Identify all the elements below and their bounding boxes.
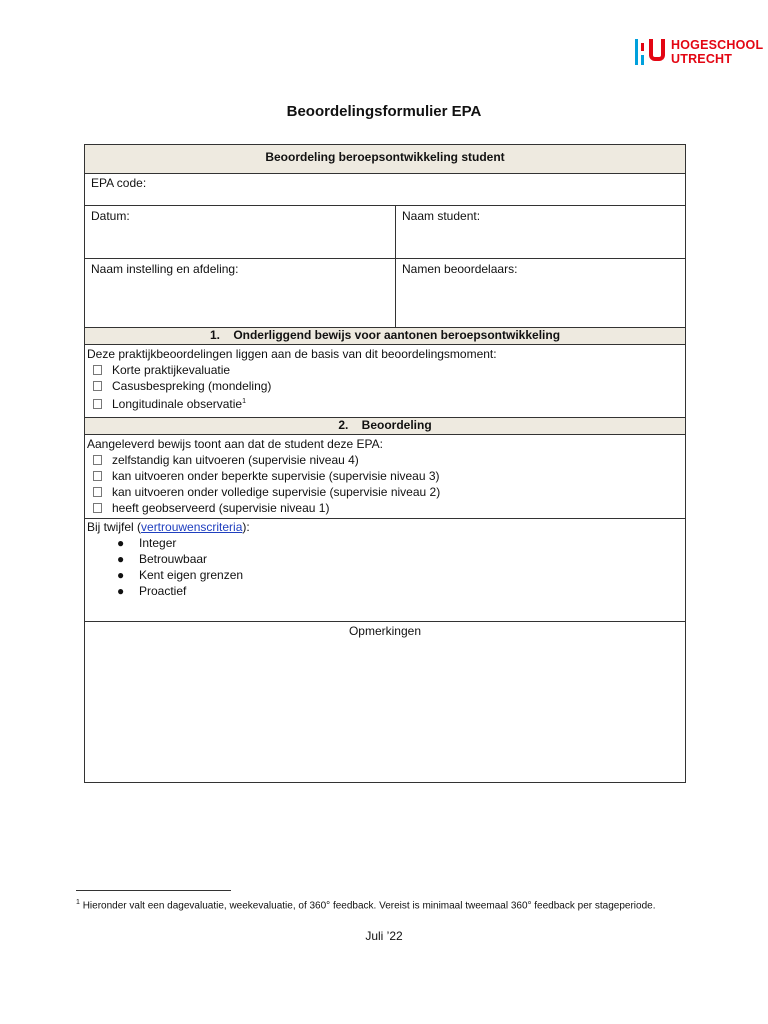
checkbox[interactable]	[93, 399, 102, 409]
bullet-icon: ●	[117, 584, 125, 598]
footnote: $^1$ Hieronder valt een dagevaluatie, weekevaluatie, of 360° feedback. Vereist is minimaal tweemaal 360° feedback per stageperiode.	[76, 899, 656, 912]
naam-student-label: Naam student:	[402, 209, 481, 223]
criteria-item: ● Integer	[117, 536, 177, 550]
logo-bar-blue-2	[641, 55, 644, 65]
beoordelaars-label: Namen beoordelaars:	[402, 262, 518, 276]
criteria-item: ● Kent eigen grenzen	[117, 568, 244, 582]
section1-title: Onderliggend bewijs voor aantonen beroepsontwikkeling	[233, 328, 561, 342]
logo-bar-blue	[635, 39, 638, 65]
form-header-row	[85, 145, 685, 174]
remarks-label: Opmerkingen	[348, 624, 422, 638]
section2-number: 2.	[338, 418, 349, 432]
level-option: zelfstandig kan uitvoeren (supervisie niveau 4)	[87, 452, 683, 468]
evidence-option: Longitudinale observatie$^1$	[87, 394, 683, 410]
checkbox[interactable]	[93, 381, 102, 391]
datum-student-row	[85, 206, 685, 259]
evidence-option: Korte praktijkevaluatie	[87, 362, 683, 378]
logo-u-shape	[649, 39, 665, 61]
bullet-icon: ●	[117, 536, 125, 550]
checkbox[interactable]	[93, 503, 102, 513]
footnote-marker: 1	[242, 398, 247, 405]
bullet-icon: ●	[117, 552, 125, 566]
instelling-beoordelaars-row	[85, 259, 685, 328]
epa-code-label: EPA code:	[91, 176, 147, 190]
footnote-text: Hieronder valt een dagevaluatie, weekevaluatie, of 360° feedback. Vereist is minimaal tweemaal 360° feedback per stageperiode.	[82, 900, 656, 912]
section2-header	[85, 418, 685, 435]
page-footer-date: Juli ’22	[365, 929, 403, 943]
hogeschool-utrecht-logo	[633, 37, 764, 69]
section2-title: Beoordeling	[361, 418, 432, 432]
logo-bar-red	[641, 43, 644, 51]
logo-text-line2: UTRECHT	[671, 52, 733, 66]
section2-intro: Aangeleverd bewijs toont aan dat de student deze EPA:	[87, 437, 383, 451]
form-header: Beoordeling beroepsontwikkeling student	[265, 150, 505, 164]
epa-code-row	[85, 174, 685, 206]
checkbox[interactable]	[93, 471, 102, 481]
criteria-item: ● Proactief	[117, 584, 187, 598]
section1-intro: Deze praktijkbeoordelingen liggen aan de basis van dit beoordelingsmoment:	[87, 347, 497, 361]
section2-body	[85, 435, 685, 519]
section1-body	[85, 345, 685, 418]
vertrouwenscriteria-link[interactable]: vertrouwenscriteria	[141, 520, 243, 534]
section1-header	[85, 328, 685, 345]
criteria-item: ● Betrouwbaar	[117, 552, 208, 566]
assessment-form	[84, 144, 686, 783]
evidence-option: Casusbespreking (mondeling)	[87, 378, 683, 394]
page-title: Beoordelingsformulier EPA	[286, 103, 482, 120]
level-option: heeft geobserveerd (supervisie niveau 1)	[87, 500, 683, 516]
instelling-label: Naam instelling en afdeling:	[91, 262, 239, 276]
criteria-section	[85, 519, 685, 622]
checkbox[interactable]	[93, 455, 102, 465]
checkbox[interactable]	[93, 487, 102, 497]
datum-label: Datum:	[91, 209, 130, 223]
remarks-section[interactable]	[85, 622, 685, 782]
logo-text-line1: HOGESCHOOL	[671, 38, 764, 52]
checkbox[interactable]	[93, 365, 102, 375]
level-option: kan uitvoeren onder beperkte supervisie (supervisie niveau 3)	[87, 468, 683, 484]
section1-number: 1.	[209, 328, 220, 342]
doubt-line: Bij twijfel (vertrouwenscriteria):	[87, 520, 250, 534]
level-option: kan uitvoeren onder volledige supervisie (supervisie niveau 2)	[87, 484, 683, 500]
footnote-divider	[76, 890, 231, 891]
bullet-icon: ●	[117, 568, 125, 582]
